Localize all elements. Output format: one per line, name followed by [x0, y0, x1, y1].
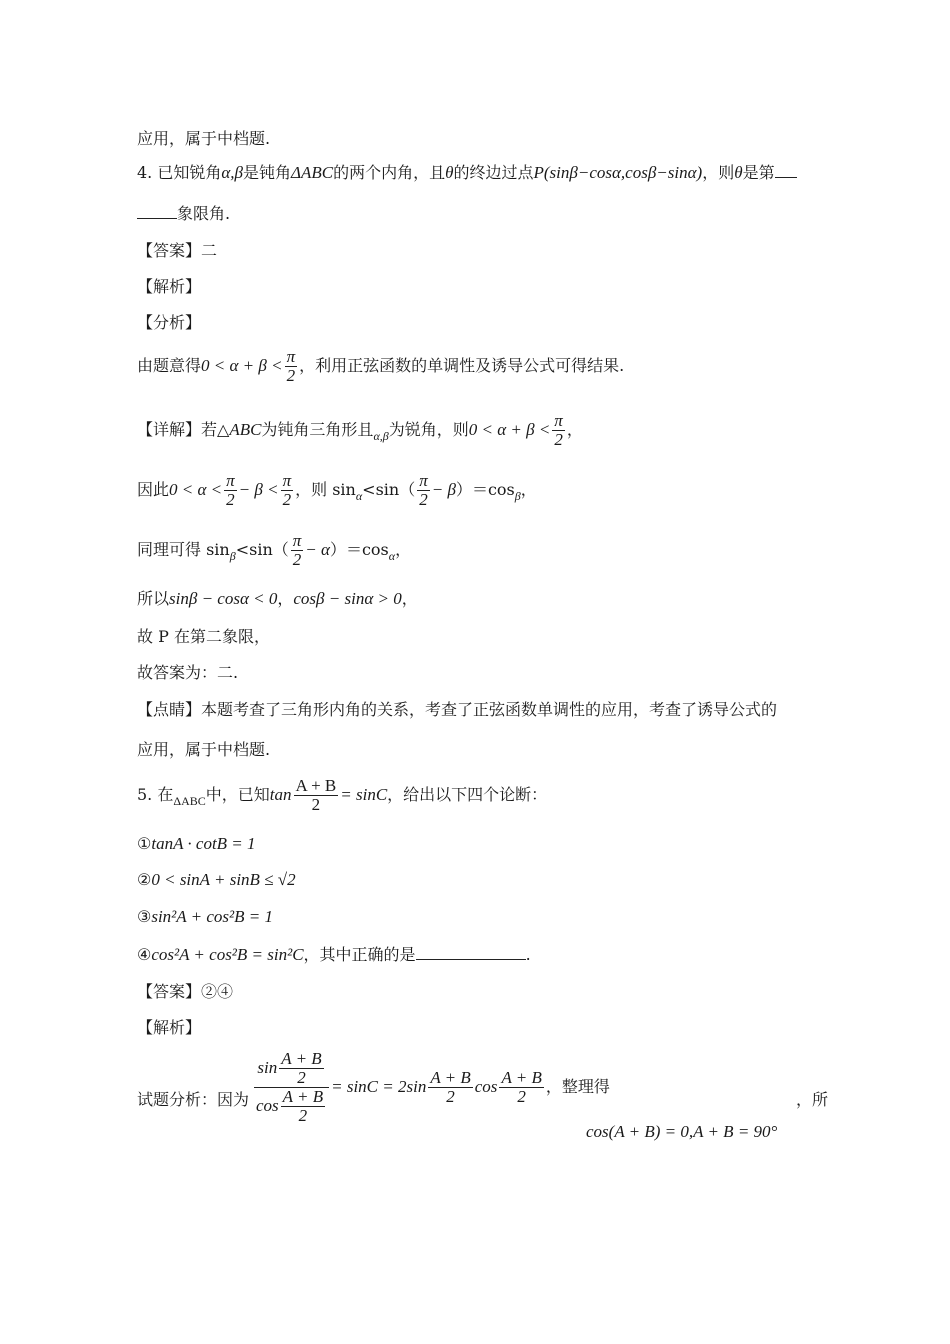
text: <sin（ — [235, 540, 289, 559]
numerator: A + B — [295, 776, 337, 795]
text: 为锐角，则 — [388, 420, 469, 439]
answer-statement: 故答案为：二. — [137, 663, 239, 682]
fraction — [281, 472, 294, 509]
numerator: A + B — [430, 1068, 471, 1087]
numerator: π — [282, 471, 292, 490]
expr: − α — [305, 540, 330, 559]
subscript: α — [388, 549, 396, 563]
fraction — [279, 1050, 323, 1087]
analysis-header: 【解析】 — [137, 277, 202, 296]
q4-text: 的两个内角，且 — [333, 163, 446, 182]
numerator: A + B — [281, 1049, 322, 1068]
denominator: 2 — [446, 1087, 455, 1106]
fraction — [552, 412, 565, 449]
comment-line: 【点睛】本题考查了三角形内角的关系，考查了正弦函数单调性的应用，考查了诱导公式的 — [137, 700, 778, 719]
expr: cosβ − sinα > 0 — [293, 589, 402, 608]
detail-line — [137, 410, 583, 456]
answer-4: 【答案】二 — [137, 241, 218, 260]
text: ，其中正确的是 — [303, 945, 416, 964]
text: ，则 sin — [295, 480, 356, 499]
denominator: 2 — [297, 1068, 306, 1087]
text: 5. 在 — [137, 785, 174, 804]
text: ，整理得 — [545, 1077, 610, 1096]
question-4 — [137, 162, 797, 184]
triangle: ΔABC — [173, 794, 206, 808]
analysis-text: 试题分析：因为 — [137, 1090, 250, 1109]
fraction — [417, 472, 430, 509]
marker: ① — [137, 834, 152, 853]
expr: = sinC — [340, 785, 388, 804]
text: <sin（ — [362, 480, 416, 499]
text: ，利用正弦函数的单调性及诱导公式可得结果. — [299, 356, 625, 375]
text: ， — [401, 589, 418, 608]
text: 所以 — [137, 589, 170, 608]
subscript: α — [355, 489, 363, 503]
q4-text: 是钝角 — [243, 163, 292, 182]
cos: cos — [256, 1096, 279, 1115]
statement-1 — [137, 833, 256, 855]
so-line — [137, 588, 418, 610]
big-denominator — [254, 1088, 329, 1125]
expr: = sinC = 2sin — [331, 1077, 427, 1096]
result-expr: cos(A + B) = 0,A + B = 90° — [586, 1122, 778, 1141]
answer-blank — [775, 163, 797, 178]
marker: ③ — [137, 907, 152, 926]
text: 为钝角三角形且 — [261, 420, 374, 439]
big-fraction — [254, 1050, 329, 1125]
text: 中，已知 — [205, 785, 270, 804]
text: ， — [520, 480, 537, 499]
q4-text: 象限角. — [177, 204, 231, 223]
expr: sin²A + cos²B = 1 — [151, 907, 273, 926]
expr: cos²A + cos²B = sin²C — [151, 945, 304, 964]
inequality: 0 < α + β < — [201, 356, 283, 375]
denominator: 2 — [554, 430, 563, 449]
marker: ④ — [137, 945, 152, 964]
denominator: 2 — [282, 490, 292, 509]
answer-blank — [137, 204, 177, 219]
fraction — [294, 777, 339, 814]
statement-2 — [137, 869, 296, 891]
expr: − β — [431, 480, 456, 499]
analysis-header-5: 【解析】 — [137, 1018, 202, 1037]
line-continuation: 应用，属于中档题. — [137, 129, 271, 148]
text: ， — [395, 540, 412, 559]
answer-blank — [416, 945, 526, 960]
denominator: 2 — [286, 366, 296, 385]
q4-text: 是第 — [742, 163, 775, 182]
text: ）＝cos — [455, 480, 515, 499]
text: ，给出以下四个论断： — [387, 785, 548, 804]
fraction — [224, 472, 237, 509]
text: 【详解】若△ — [137, 420, 230, 439]
numerator: A + B — [501, 1068, 542, 1087]
subscript: β — [229, 549, 236, 563]
comment-line-2: 应用，属于中档题. — [137, 740, 271, 759]
numerator: π — [554, 411, 563, 430]
fraction — [428, 1069, 472, 1106]
text: 同理可得 sin — [137, 540, 230, 559]
statement-3 — [137, 906, 273, 928]
subscript: β — [514, 489, 521, 503]
inequality: − β < — [238, 480, 279, 499]
inequality: 0 < α + β < — [468, 420, 551, 439]
text: ， — [277, 589, 294, 608]
fraction — [285, 348, 298, 385]
q4-theta: θ — [445, 163, 454, 182]
angles: α,β — [373, 429, 389, 443]
denominator: 2 — [226, 490, 235, 509]
denominator: 2 — [311, 795, 321, 814]
therefore-line — [137, 470, 537, 516]
q4-triangle: ΔABC — [291, 163, 334, 182]
denominator: 2 — [517, 1087, 526, 1106]
conclusion-line: 故 P 在第二象限， — [137, 627, 270, 646]
big-numerator — [254, 1050, 329, 1088]
text: ）＝cos — [329, 540, 389, 559]
similarly-line — [137, 530, 411, 576]
text: 因此 — [137, 480, 170, 499]
text: . — [525, 945, 531, 964]
numerator: π — [286, 347, 296, 366]
text: 由题意得 — [137, 356, 202, 375]
numerator: π — [292, 531, 302, 550]
q4-text: 4. 已知锐角 — [137, 163, 222, 182]
analysis-text-end: ，所 — [796, 1090, 829, 1109]
statement-4 — [137, 944, 531, 966]
fraction — [291, 532, 304, 569]
denominator: 2 — [419, 490, 428, 509]
answer-5: 【答案】②④ — [137, 982, 234, 1001]
q4-angles: α,β — [221, 163, 243, 182]
sin: sin — [257, 1058, 278, 1077]
expr: 0 < sinA + sinB ≤ √2 — [151, 870, 296, 889]
tan: tan — [269, 785, 292, 804]
q4-text: 的终边过点 — [453, 163, 534, 182]
breakdown-header: 【分析】 — [137, 313, 202, 332]
marker: ② — [137, 870, 152, 889]
denominator: 2 — [292, 550, 302, 569]
cos: cos — [474, 1077, 498, 1096]
q4-text: ，则 — [702, 163, 735, 182]
breakdown-text — [137, 346, 624, 386]
expr: sinβ − cosα < 0 — [169, 589, 278, 608]
q4-theta: θ — [734, 163, 743, 182]
text: ， — [566, 420, 583, 439]
q4-point: P(sinβ−cosα,cosβ−sinα) — [533, 163, 703, 182]
inequality: 0 < α < — [169, 480, 223, 499]
compound-fraction — [252, 1050, 610, 1125]
question-5 — [137, 775, 547, 821]
numerator: π — [419, 471, 428, 490]
numerator: A + B — [282, 1087, 324, 1106]
denominator: 2 — [298, 1106, 308, 1125]
fraction — [499, 1069, 543, 1106]
expr: tanA · cotB = 1 — [151, 834, 256, 853]
fraction — [281, 1088, 325, 1125]
question-4-cont — [137, 203, 230, 225]
triangle: ABC — [229, 420, 262, 439]
numerator: π — [226, 471, 235, 490]
